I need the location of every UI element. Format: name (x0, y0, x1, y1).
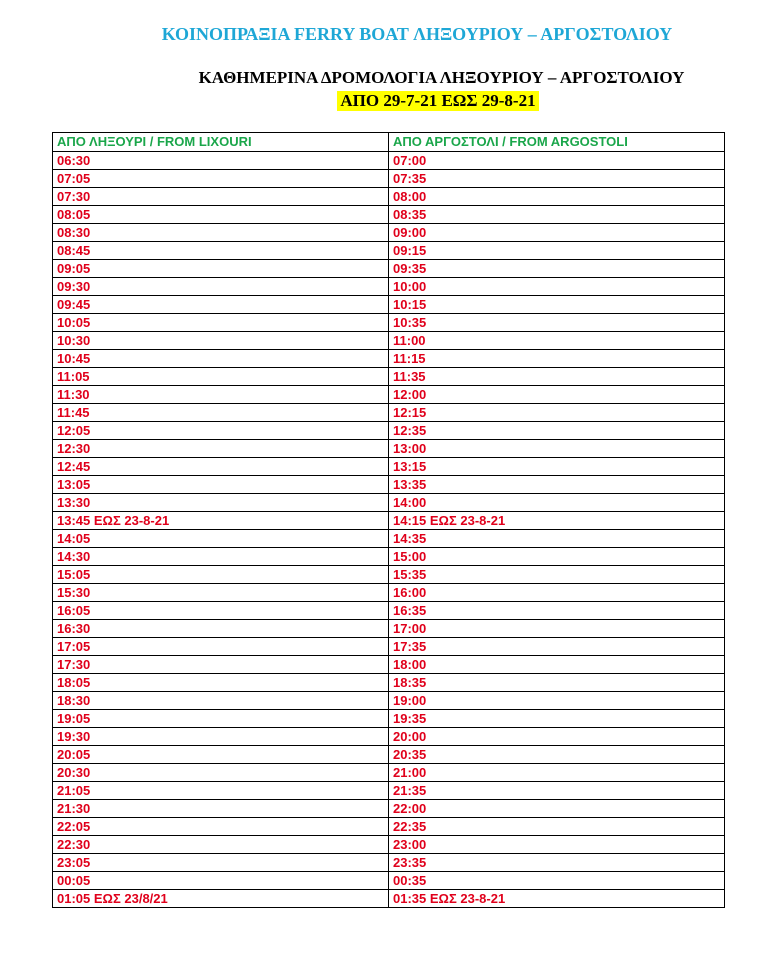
table-row (53, 818, 725, 836)
departure-argostoli: 21:35 (389, 782, 725, 800)
table-row (53, 890, 725, 908)
departure-argostoli: 07:35 (389, 170, 725, 188)
departure-lixouri: 22:30 (53, 836, 389, 854)
table-row (53, 224, 725, 242)
period-wrapper (0, 91, 768, 111)
departure-argostoli: 17:00 (389, 620, 725, 638)
departure-lixouri: 11:05 (53, 368, 389, 386)
departure-argostoli: 13:35 (389, 476, 725, 494)
table-row (53, 296, 725, 314)
table-row (53, 476, 725, 494)
table-row (53, 368, 725, 386)
departure-lixouri: 16:05 (53, 602, 389, 620)
departure-lixouri: 09:05 (53, 260, 389, 278)
table-row (53, 530, 725, 548)
departure-argostoli: 12:00 (389, 386, 725, 404)
departure-lixouri: 20:05 (53, 746, 389, 764)
table-row (53, 350, 725, 368)
departure-lixouri: 14:05 (53, 530, 389, 548)
departure-argostoli: 22:00 (389, 800, 725, 818)
period-highlight: ΑΠΟ 29-7-21 ΕΩΣ 29-8-21 (337, 91, 538, 111)
table-row (53, 782, 725, 800)
departure-lixouri: 09:45 (53, 296, 389, 314)
departure-argostoli: 09:00 (389, 224, 725, 242)
departure-argostoli: 10:35 (389, 314, 725, 332)
departure-argostoli: 19:00 (389, 692, 725, 710)
table-row (53, 440, 725, 458)
table-row (53, 188, 725, 206)
departure-lixouri: 01:05 ΕΩΣ 23/8/21 (53, 890, 389, 908)
departure-lixouri: 14:30 (53, 548, 389, 566)
table-row (53, 620, 725, 638)
departure-lixouri: 18:05 (53, 674, 389, 692)
departure-lixouri: 07:05 (53, 170, 389, 188)
departure-argostoli: 15:35 (389, 566, 725, 584)
table-row (53, 638, 725, 656)
table-row (53, 494, 725, 512)
departure-lixouri: 21:30 (53, 800, 389, 818)
departure-lixouri: 22:05 (53, 818, 389, 836)
table-row (53, 746, 725, 764)
departure-argostoli: 10:00 (389, 278, 725, 296)
table-row (53, 836, 725, 854)
table-row (53, 602, 725, 620)
departure-argostoli: 00:35 (389, 872, 725, 890)
departure-lixouri: 15:30 (53, 584, 389, 602)
table-row (53, 332, 725, 350)
table-row (53, 800, 725, 818)
departure-argostoli: 23:00 (389, 836, 725, 854)
departure-argostoli: 19:35 (389, 710, 725, 728)
table-row (53, 386, 725, 404)
departure-argostoli: 11:35 (389, 368, 725, 386)
departure-lixouri: 12:45 (53, 458, 389, 476)
departure-lixouri: 08:05 (53, 206, 389, 224)
departure-argostoli: 01:35 ΕΩΣ 23-8-21 (389, 890, 725, 908)
departure-argostoli: 22:35 (389, 818, 725, 836)
departure-argostoli: 23:35 (389, 854, 725, 872)
table-row (53, 566, 725, 584)
table-row (53, 260, 725, 278)
departure-argostoli: 14:15 ΕΩΣ 23-8-21 (389, 512, 725, 530)
table-row (53, 854, 725, 872)
departure-argostoli: 12:15 (389, 404, 725, 422)
table-row (53, 422, 725, 440)
table-row (53, 764, 725, 782)
table-row (53, 728, 725, 746)
departure-argostoli: 08:35 (389, 206, 725, 224)
departure-lixouri: 12:30 (53, 440, 389, 458)
departure-lixouri: 17:05 (53, 638, 389, 656)
company-title: ΚΟΙΝΟΠΡΑΞΙΑ FERRY BOAT ΛΗΞΟΥΡΙΟΥ – ΑΡΓΟΣΤΟΛΙΟΥ (161, 24, 673, 44)
departure-argostoli: 13:15 (389, 458, 725, 476)
departure-lixouri: 17:30 (53, 656, 389, 674)
departure-argostoli: 14:00 (389, 494, 725, 512)
departure-lixouri: 06:30 (53, 152, 389, 170)
table-row (53, 692, 725, 710)
table-row (53, 548, 725, 566)
departure-lixouri: 08:45 (53, 242, 389, 260)
table-row (53, 152, 725, 170)
departure-lixouri: 10:05 (53, 314, 389, 332)
departure-lixouri: 09:30 (53, 278, 389, 296)
table-row (53, 170, 725, 188)
departure-argostoli: 09:35 (389, 260, 725, 278)
departure-lixouri: 19:05 (53, 710, 389, 728)
table-row (53, 314, 725, 332)
departure-lixouri: 10:45 (53, 350, 389, 368)
departure-lixouri: 16:30 (53, 620, 389, 638)
departure-lixouri: 11:30 (53, 386, 389, 404)
departure-argostoli: 18:35 (389, 674, 725, 692)
departure-lixouri: 19:30 (53, 728, 389, 746)
table-row (53, 278, 725, 296)
table-row (53, 710, 725, 728)
departure-argostoli: 16:35 (389, 602, 725, 620)
table-row (53, 206, 725, 224)
departure-argostoli: 17:35 (389, 638, 725, 656)
departure-argostoli: 10:15 (389, 296, 725, 314)
departure-argostoli: 12:35 (389, 422, 725, 440)
timetable-header-row (53, 133, 725, 152)
departure-lixouri: 07:30 (53, 188, 389, 206)
departure-lixouri: 12:05 (53, 422, 389, 440)
departure-argostoli: 08:00 (389, 188, 725, 206)
departure-lixouri: 23:05 (53, 854, 389, 872)
departure-argostoli: 20:00 (389, 728, 725, 746)
timetable-body (53, 152, 725, 908)
table-row (53, 404, 725, 422)
departure-lixouri: 00:05 (53, 872, 389, 890)
table-row (53, 656, 725, 674)
departure-lixouri: 15:05 (53, 566, 389, 584)
departure-lixouri: 20:30 (53, 764, 389, 782)
departure-lixouri: 11:45 (53, 404, 389, 422)
departure-argostoli: 07:00 (389, 152, 725, 170)
departure-lixouri: 08:30 (53, 224, 389, 242)
table-row (53, 458, 725, 476)
header-from-argostoli: ΑΠΟ ΑΡΓΟΣΤΟΛΙ / FROM ARGOSTOLI (389, 133, 725, 152)
table-row (53, 242, 725, 260)
departure-lixouri: 18:30 (53, 692, 389, 710)
schedule-title: ΚΑΘΗΜΕΡΙΝΑ ΔΡΟΜΟΛΟΓΙΑ ΛΗΞΟΥΡΙΟΥ – ΑΡΓΟΣΤΟΛΙΟΥ (198, 68, 685, 87)
departure-lixouri: 13:45 ΕΩΣ 23-8-21 (53, 512, 389, 530)
departure-argostoli: 16:00 (389, 584, 725, 602)
departure-argostoli: 13:00 (389, 440, 725, 458)
departure-argostoli: 14:35 (389, 530, 725, 548)
departure-lixouri: 21:05 (53, 782, 389, 800)
timetable (52, 132, 725, 908)
departure-argostoli: 09:15 (389, 242, 725, 260)
departure-argostoli: 11:15 (389, 350, 725, 368)
table-row (53, 872, 725, 890)
table-row (53, 584, 725, 602)
departure-argostoli: 21:00 (389, 764, 725, 782)
header-from-lixouri: ΑΠΟ ΛΗΞΟΥΡΙ / FROM LIXOURI (53, 133, 389, 152)
departure-lixouri: 13:30 (53, 494, 389, 512)
departure-argostoli: 11:00 (389, 332, 725, 350)
departure-argostoli: 15:00 (389, 548, 725, 566)
table-row (53, 512, 725, 530)
departure-argostoli: 18:00 (389, 656, 725, 674)
table-row (53, 674, 725, 692)
departure-lixouri: 10:30 (53, 332, 389, 350)
departure-lixouri: 13:05 (53, 476, 389, 494)
departure-argostoli: 20:35 (389, 746, 725, 764)
